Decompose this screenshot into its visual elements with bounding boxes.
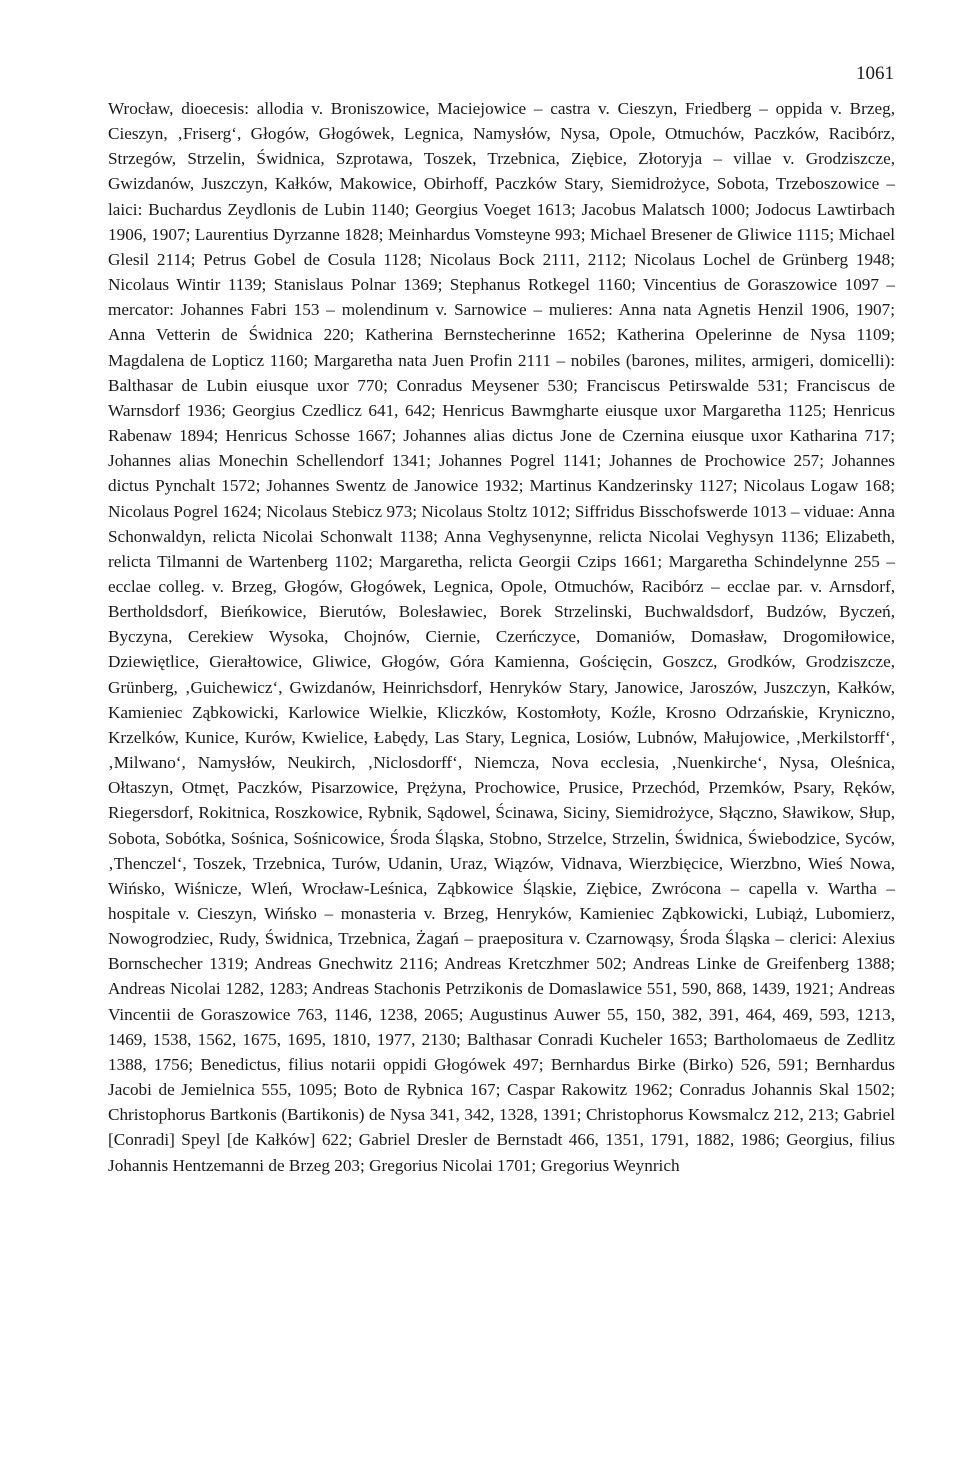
index-entry-text: Wrocław, dioecesis: allodia v. Broniszowice, Maciejowice – castra v. Cieszyn, Friedberg – oppida v. Brzeg, Cieszyn, ‚Friserg‘, Głogów, Głogówek, Legnica, Namysłów, Nysa, Opole, Otmuchów, Paczków, Racibórz, Strzegów, Strzelin, Świdnica, Szprotawa, Toszek, Trzebnica, Ziębice, Złotoryja – villae v. Grodziszcze, Gwizdanów, Juszczyn, Kałków, Makowice, Obirhoff, Paczków Stary, Siemidrożyce, Sobota, Trzeboszowice – laici: Buchardus Zeydlonis de Lubin 1140; Georgius Voeget 1613; Jacobus Malatsch 1000; Jodocus Lawtirbach 1906, 1907; Laurentius Dyrzanne 1828; Meinhardus Vomsteyne 993; Michael Bresener de Gliwice 1115; Michael Glesil 2114; Petrus Gobel de Cosula 1128; Nicolaus Bock 2111, 2112; Nicolaus Lochel de Grünberg 1948; Nicolaus Wintir 1139; Stanislaus Polnar 1369; Stephanus Rotkegel 1160; Vincentius de Goraszowice 1097 – mercator: Johannes Fabri 153 – molendinum v. Sarnowice – mulieres: Anna nata Agnetis Henzil 1906, 1907; Anna Vetterin de Świdnica 220; Katherina Bernstecherinne 1652; Katherina Opelerinne de Nysa 1109; Magdalena de Lopticz 1160; Margaretha nata Juen Profin 2111 – nobiles (barones, milites, armigeri, domicelli): Balthasar de Lubin eiusque uxor 770; Conradus Meysener 530; Franciscus Petirswalde 531; Franciscus de Warnsdorf 1936; Georgius Czedlicz 641, 642; Henricus Bawmgharte eiusque uxor Margaretha 1125; Henricus Rabenaw 1894; Henricus Schosse 1667; Johannes alias dictus Jone de Czernina eiusque uxor Katharina 717; Johannes alias Monechin Schellendorf 1341; Johannes Pogrel 1141; Johannes de Prochowice 257; Johannes dictus Pynchalt 1572; Johannes Swentz de Janowice 1932; Martinus Kandzerinsky 1127; Nicolaus Logaw 168; Nicolaus Pogrel 1624; Nicolaus Stebicz 973; Nicolaus Stoltz 1012; Siffridus Bisschofswerde 1013 – viduae: Anna Schonwaldyn, relicta Nicolai Schonwalt 1138; Anna Veghysenynne, relicta Nicolai Veghysyn 1136; Elizabeth, relicta Tilmanni de Wartenberg 1102; Margaretha, relicta Georgii Czips 1661; Margaretha Schindelynne 255 – ecclae colleg. v. Brzeg, Głogów, Głogówek, Legnica, Opole, Otmuchów, Racibórz – ecclae par. v. Arnsdorf, Bertholdsdorf, Bieńkowice, Bierutów, Bolesławiec, Borek Strzelinski, Buchwaldsdorf, Budzów, Byczeń, Byczyna, Cerekiew Wysoka, Chojnów, Ciernie, Czerńczyce, Domaniów, Domasław, Drogomiłowice, Dziewiętlice, Gierałtowice, Gliwice, Głogów, Góra Kamienna, Gościęcin, Goszcz, Grodków, Grodziszcze, Grünberg, ‚Guichewicz‘, Gwizdanów, Heinrichsdorf, Henryków Stary, Janowice, Jaroszów, Juszczyn, Kałków, Kamieniec Ząbkowicki, Karlowice Wielkie, Kliczków, Kostomłoty, Koźle, Krosno Odrzańskie, Kryniczno, Krzelków, Kunice, Kurów, Kwielice, Łabędy, Las Stary, Legnica, Losiów, Lubnów, Małujowice, ‚Merkilstorff‘, ‚Milwano‘, Namysłów, Neukirch, ‚Niclosdorff‘, Niemcza, Nova ecclesia, ‚Nuenkirche‘, Nysa, Oleśnica, Ołtaszyn, Otmęt, Paczków, Pisarzowice, Prężyna, Prochowice, Prusice, Przechód, Przemków, Psary, Ręków, Riegersdorf, Rokitnica, Roszkowice, Rybnik, Sądowel, Ścinawa, Siciny, Siemidrożyce, Słączno, Sławikow, Słup, Sobota, Sobótka, Sośnica, Sośnicowice, Środa Śląska, Stobno, Strzelce, Strzelin, Świdnica, Świebodzice, Syców, ‚Thenczel‘, Toszek, Trzebnica, Turów, Udanin, Uraz, Wiązów, Vidnava, Wierzbięcice, Wierzbno, Wieś Nowa, Wińsko, Wiśnicze, Wleń, Wrocław-Leśnica, Ząbkowice Śląskie, Ziębice, Zwrócona – capella v. Wartha – hospitale v. Cieszyn, Wińsko – monasteria v. Brzeg, Henryków, Kamieniec Ząbkowicki, Lubiąż, Lubomierz, Nowogrodziec, Rudy, Świdnica, Trzebnica, Żagań – praepositura v. Czarnowąsy, Środa Śląska – clerici: Alexius Bornschecher 1319; Andreas Gnechwitz 2116; Andreas Kretczhmer 502; Andreas Linke de Greifenberg 1388; Andreas Nicolai 1282, 1283; Andreas Stachonis Petrzikonis de Domaslawice 551, 590, 868, 1439, 1921; Andreas Vincentii de Goraszowice 763, 1146, 1238, 2065; Augustinus Auwer 55, 150, 382, 391, 464, 469, 593, 1213, 1469, 1538, 1562, 1675, 1695, 1810, 1977, 2130; Balthasar Conradi Kucheler 1653; Bartholomaeus de Zedlitz 1388, 1756; Benedictus, filius notarii oppidi Głogówek 497; Bernhardus Birke (Birko) 526, 591; Bernhardus Jacobi de Jemielnica 555, 1095; Boto de Rybnica 167; Caspar Rakowitz 1962; Conradus Johannis Skal 1502; Christophorus Bartkonis (Bartikonis) de Nysa 341, 342, 1328, 1391; Christophorus Kowsmalcz 212, 213; Gabriel [Conradi] Speyl [de Kałków] 622; Gabriel Dresler de Bernstadt 466, 1351, 1791, 1882, 1986; Georgius, filius Johannis Hentzemanni de Brzeg 203; Gregorius Nicolai 1701; Gregorius Weynrich [108, 99, 895, 1175]
page-number: 1061 [856, 63, 894, 84]
